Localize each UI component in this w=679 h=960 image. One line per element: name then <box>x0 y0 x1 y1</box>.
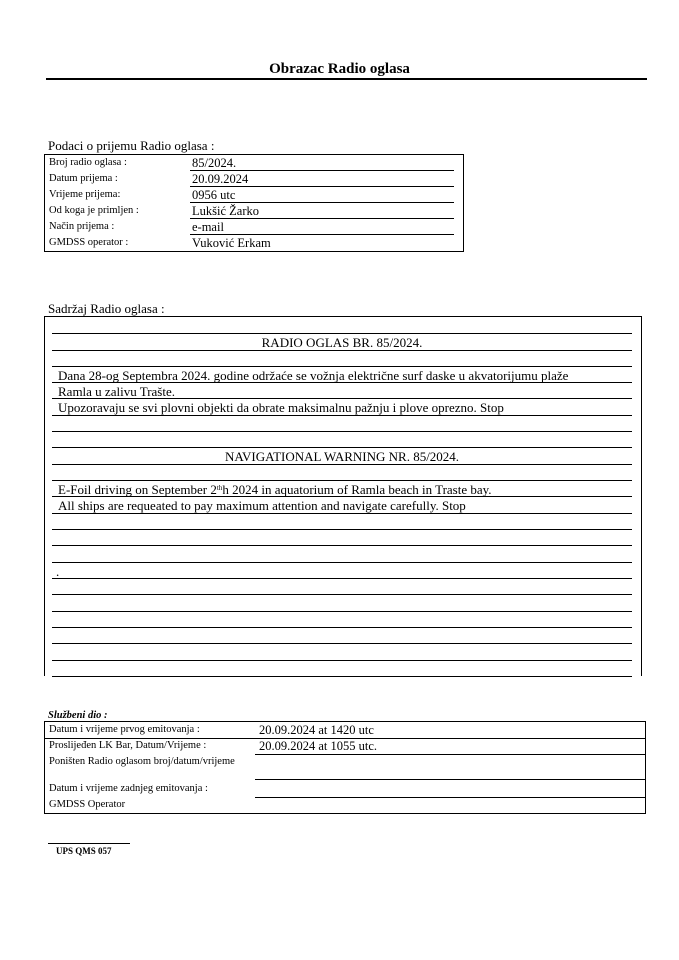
row-label: Poništen Radio oglasom broj/datum/vrijeme <box>49 756 235 767</box>
reception-row <box>45 204 463 220</box>
page-title: Obrazac Radio oglasa <box>269 61 410 77</box>
row-value: 0956 utc <box>190 188 454 203</box>
heading-montenegrin: RADIO OGLAS BR. 85/2024. <box>261 335 423 350</box>
ruled-line <box>52 513 632 514</box>
content-section-label: Sadržaj Radio oglasa : <box>48 301 165 316</box>
row-label: Datum prijema : <box>49 173 118 184</box>
row-value: Vuković Erkam <box>192 236 271 250</box>
row-label: Proslijeđen LK Bar, Datum/Vrijeme : <box>49 740 207 751</box>
row-divider <box>45 738 255 739</box>
reception-row <box>45 172 463 188</box>
text-part: h 2024 in aquatorium of Ramla beach in Traste bay. <box>222 482 492 497</box>
value-line <box>255 754 645 755</box>
ruled-line <box>52 611 632 612</box>
row-label: Od koga je primljen : <box>49 205 139 216</box>
ruled-line <box>52 676 632 677</box>
reception-box <box>44 154 464 252</box>
text-line: Upozoravaju se svi plovni objekti da obrate maksimalnu pažnju i plove oprezno. Stop <box>58 400 504 415</box>
ruled-line <box>52 415 632 416</box>
ruled-line <box>52 464 632 465</box>
ruled-line <box>52 350 632 351</box>
ruled-line <box>52 366 632 367</box>
heading-english: NAVIGATIONAL WARNING NR. 85/2024. <box>224 449 460 464</box>
ruled-line <box>52 660 632 661</box>
row-label: GMDSS operator : <box>49 237 129 248</box>
reception-row <box>45 236 463 252</box>
ruled-line <box>52 333 632 334</box>
row-label: Način prijema : <box>49 221 115 232</box>
ruled-line <box>52 627 632 628</box>
footer-rule <box>48 843 130 844</box>
text-part: E-Foil driving on September 2 <box>58 482 217 497</box>
row-value: 20.09.2024 <box>190 172 454 187</box>
text-line: Dana 28-og Septembra 2024. godine održaće se vožnja električne surf daske u akvatorijumu plaže <box>58 368 569 383</box>
reception-section-label: Podaci o prijemu Radio oglasa : <box>48 138 215 153</box>
text-superscript: th <box>216 484 223 492</box>
ruled-line <box>52 578 632 579</box>
ruled-line <box>52 643 632 644</box>
row-label: Datum i vrijeme prvog emitovanja : <box>49 724 200 735</box>
row-value: Lukšić Žarko <box>190 204 454 219</box>
official-box <box>44 721 646 814</box>
row-label: Datum i vrijeme zadnjeg emitovanja : <box>49 783 208 794</box>
form-code: UPS QMS 057 <box>56 846 112 856</box>
ruled-line <box>52 562 632 563</box>
dot-mark: . <box>56 564 60 579</box>
reception-row <box>45 220 463 236</box>
official-section-label: Službeni dio : <box>48 710 108 721</box>
title-rule <box>46 78 647 80</box>
row-label: GMDSS Operator <box>49 799 126 810</box>
ruled-line <box>52 545 632 546</box>
row-value: 85/2024. <box>190 156 454 171</box>
row-value: e-mail <box>190 220 454 235</box>
row-value: 20.09.2024 at 1420 utc <box>259 723 374 737</box>
row-value: 20.09.2024 at 1055 utc. <box>259 739 378 753</box>
reception-row <box>45 156 463 172</box>
row-label: Vrijeme prijema: <box>49 189 121 200</box>
text-line <box>58 482 492 497</box>
ruled-line <box>52 447 632 448</box>
value-line <box>255 797 645 798</box>
ruled-line <box>52 529 632 530</box>
reception-row <box>45 188 463 204</box>
row-label: Broj radio oglasa : <box>49 157 127 168</box>
ruled-line <box>52 594 632 595</box>
text-line: All ships are requeated to pay maximum attention and navigate carefully. Stop <box>58 498 466 513</box>
ruled-line <box>52 480 632 481</box>
value-line <box>255 779 645 780</box>
text-line: Ramla u zalivu Trašte. <box>58 384 175 399</box>
ruled-line <box>52 431 632 432</box>
